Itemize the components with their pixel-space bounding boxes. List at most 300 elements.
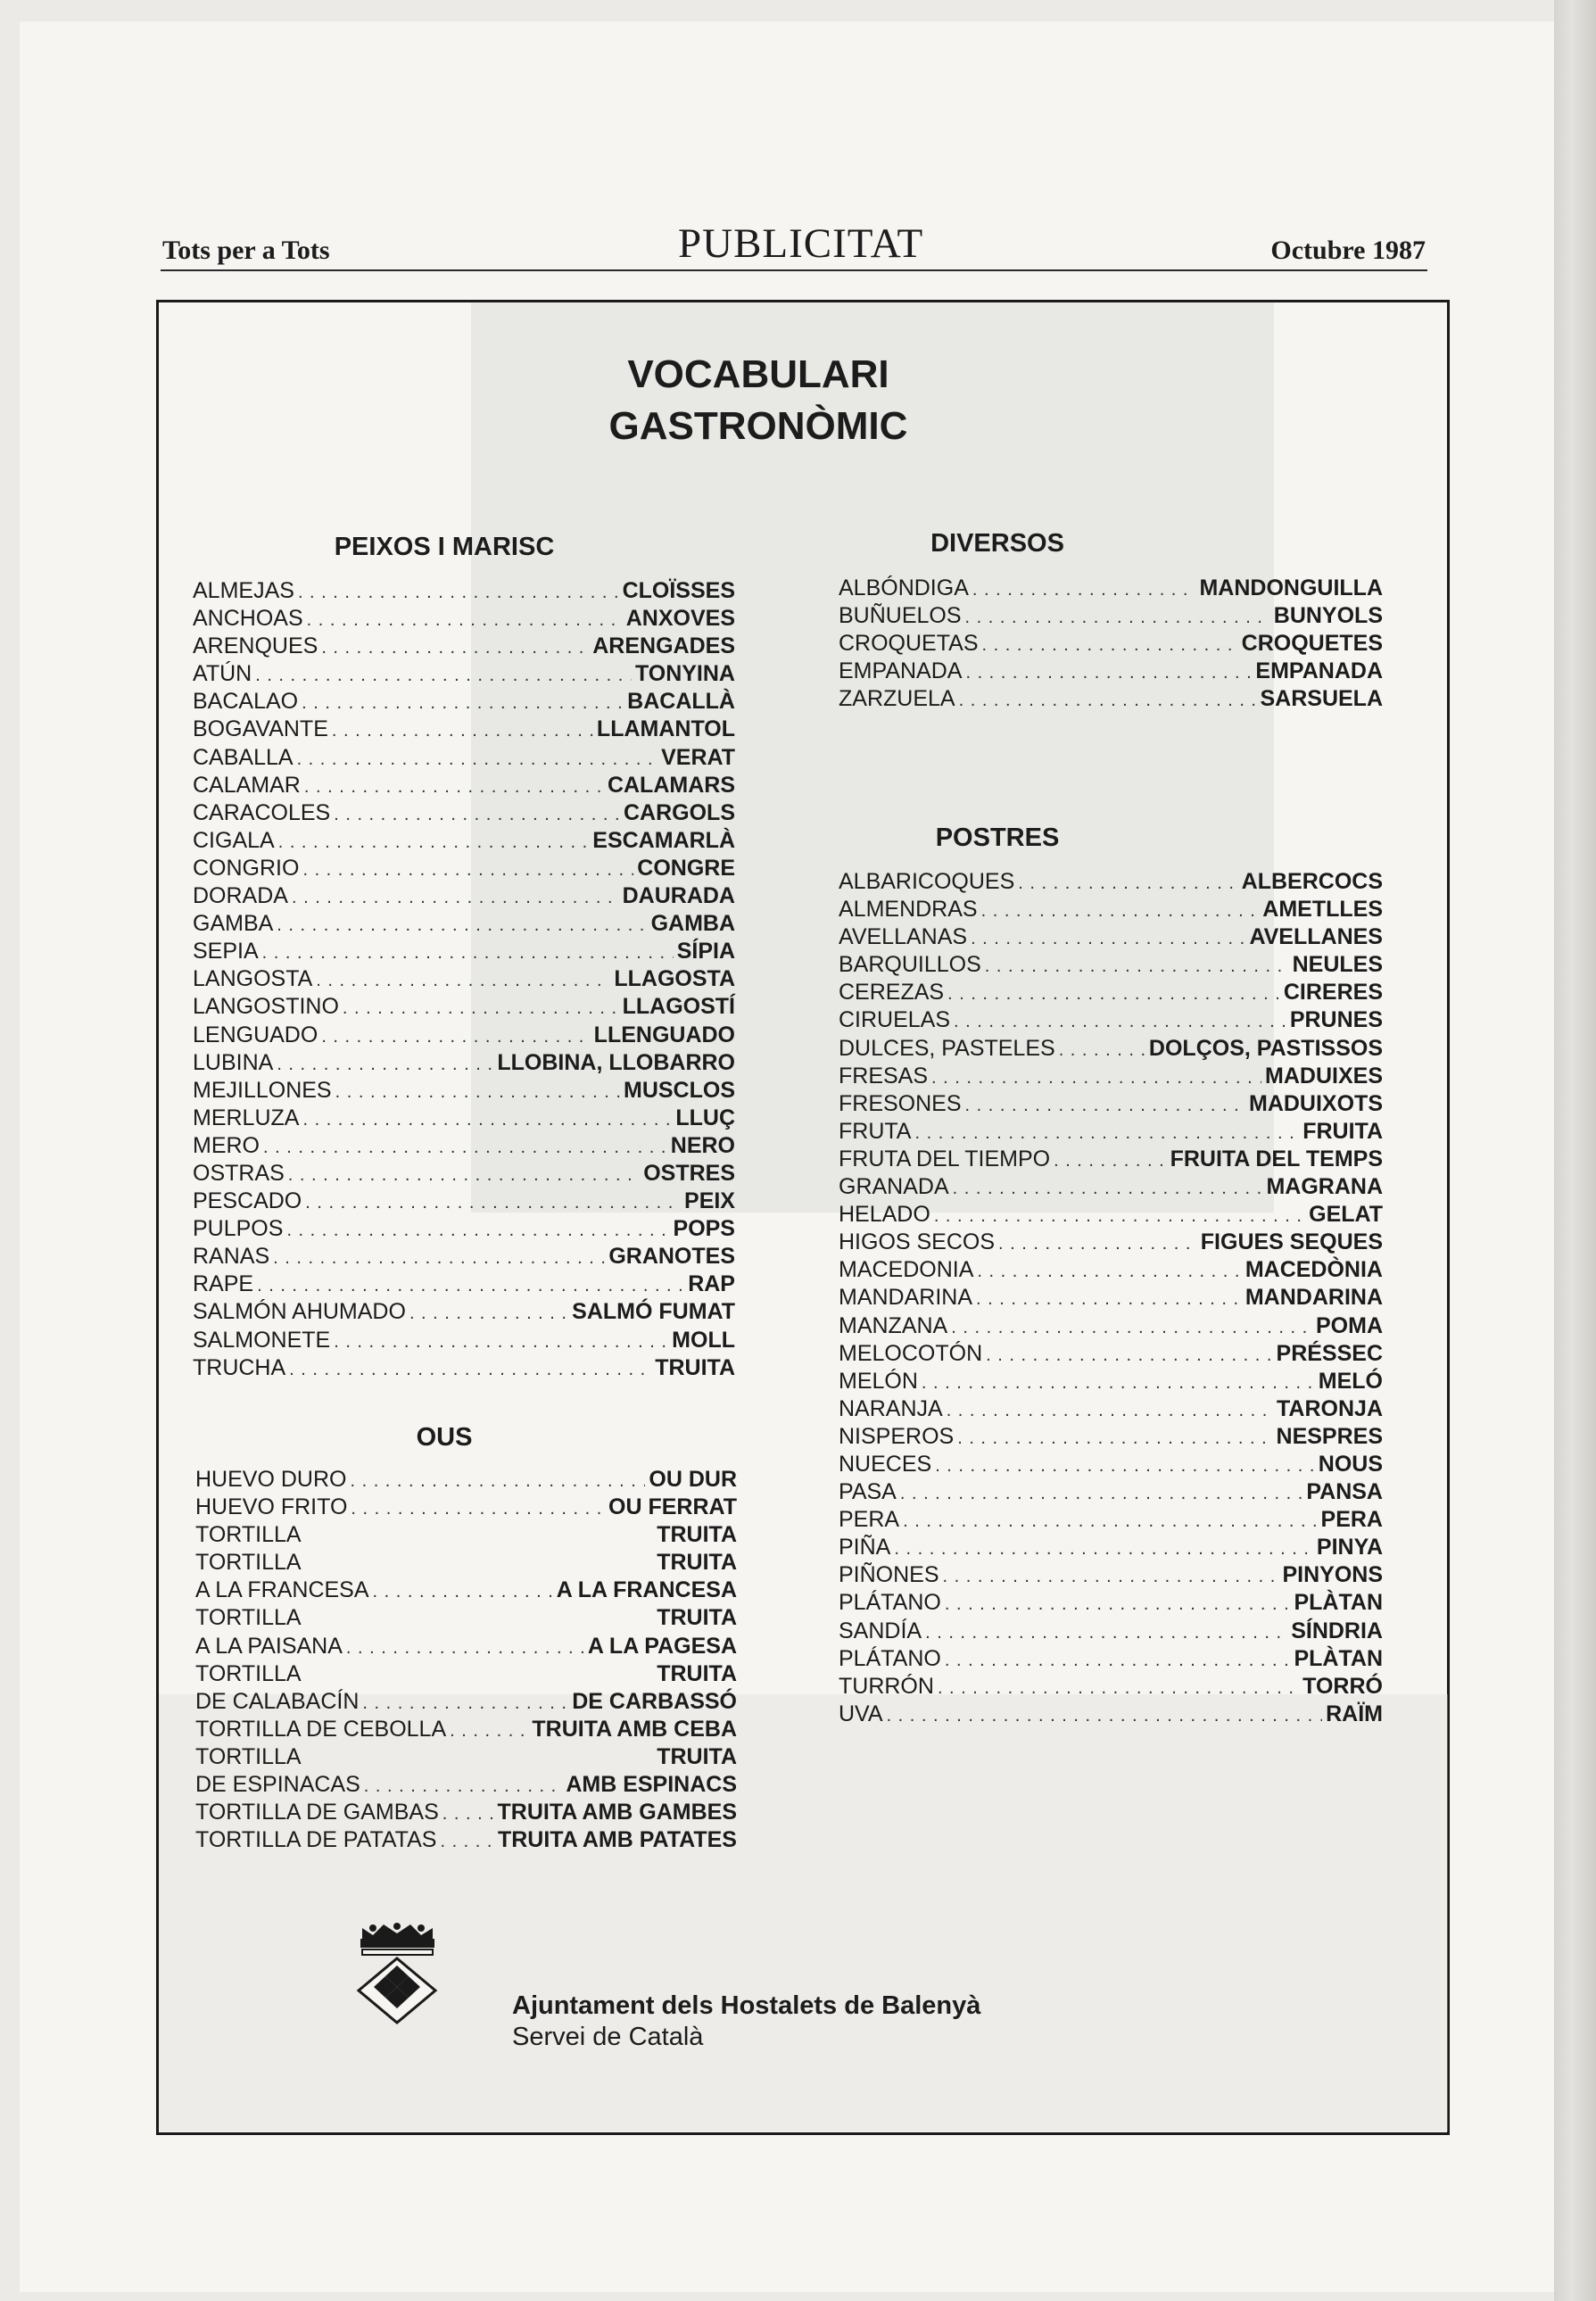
catalan-term: CALAMARS (607, 772, 735, 798)
spanish-term: DULCES, PASTELES (839, 1035, 1055, 1061)
spanish-term: LANGOSTA (193, 966, 313, 992)
dot-leader (965, 659, 1252, 687)
vocab-entry (193, 744, 735, 772)
spanish-term: PIÑA (839, 1535, 891, 1560)
vocab-entry (839, 896, 1383, 923)
spanish-term: EMPANADA (839, 658, 963, 684)
catalan-term: PLÀTAN (1294, 1590, 1383, 1616)
dot-leader (298, 579, 619, 607)
catalan-term: MELÓ (1318, 1368, 1383, 1394)
catalan-term: BUNYOLS (1273, 603, 1383, 629)
catalan-term: GAMBA (650, 911, 735, 937)
spanish-term: ALMENDRAS (839, 897, 978, 923)
vocab-entry (839, 868, 1383, 896)
spanish-term: HUEVO DURO (195, 1467, 347, 1492)
vocab-entry (839, 1146, 1383, 1173)
spanish-term: BOGAVANTE (193, 716, 328, 742)
dot-leader (321, 634, 589, 662)
dot-leader (965, 1092, 1245, 1120)
catalan-term: ESCAMARLÀ (592, 827, 735, 853)
vocab-entry (839, 1006, 1383, 1034)
spanish-term: SANDÍA (839, 1618, 922, 1643)
list-postres (839, 868, 1383, 1728)
catalan-term: AVELLANES (1249, 924, 1383, 950)
vocab-entry (193, 965, 735, 993)
organization-name: Ajuntament dels Hostalets de Balenyà (512, 1991, 981, 2020)
spanish-term: BACALAO (193, 689, 299, 715)
vocab-entry (839, 1063, 1383, 1090)
dot-leader (945, 1647, 1291, 1675)
dot-leader (277, 912, 647, 939)
dot-leader (947, 1397, 1273, 1425)
vocab-entry (839, 1589, 1383, 1617)
catalan-term: OU FERRAT (608, 1494, 737, 1520)
dot-leader (1059, 1037, 1145, 1064)
vocab-entry (839, 1035, 1383, 1063)
spanish-term: ALMEJAS (193, 578, 294, 603)
catalan-term: CIRERES (1283, 980, 1383, 1006)
spanish-term: NISPEROS (839, 1423, 955, 1449)
catalan-term: TRUITA (657, 1550, 737, 1576)
spanish-term: ALBARICOQUES (839, 869, 1015, 894)
spanish-term: CALAMAR (193, 772, 301, 798)
vocab-entry (193, 1243, 735, 1271)
dot-leader (972, 576, 1196, 604)
section-heading-peixos: PEIXOS I MARISC (334, 533, 555, 561)
dot-leader (289, 1356, 651, 1384)
catalan-term: MANDONGUILLA (1199, 575, 1383, 600)
dot-leader (986, 1342, 1272, 1370)
catalan-term: LLAMANTOL (596, 716, 735, 742)
spanish-term: TORTILLA DE PATATAS (195, 1827, 437, 1853)
spanish-term: ZARZUELA (839, 686, 955, 712)
catalan-term: MAGRANA (1266, 1174, 1383, 1200)
dot-leader (935, 1453, 1315, 1480)
vocab-entry (193, 1271, 735, 1298)
vocab-entry (839, 1229, 1383, 1256)
catalan-term: PANSA (1306, 1479, 1383, 1505)
catalan-term: SÍPIA (676, 939, 735, 964)
dot-leader (335, 1079, 620, 1106)
dot-leader (262, 939, 674, 967)
spanish-term: MANZANA (839, 1312, 948, 1338)
vocab-entry (195, 1716, 737, 1743)
dot-leader (307, 607, 623, 634)
catalan-term: TRUITA (657, 1522, 737, 1548)
publication-name: Tots per a Tots (162, 236, 330, 265)
catalan-term: MOLL (672, 1327, 735, 1353)
vocab-entry (193, 1077, 735, 1105)
catalan-term: SALMÓ FUMAT (572, 1299, 735, 1325)
vocab-entry (839, 1645, 1383, 1673)
dot-leader (346, 1635, 584, 1662)
vocab-entry (195, 1771, 737, 1799)
vocab-entry (193, 772, 735, 799)
catalan-term: NOUS (1318, 1451, 1383, 1477)
spanish-term: DE ESPINACAS (195, 1772, 360, 1798)
catalan-term: OU DUR (649, 1467, 737, 1492)
vocab-entry (839, 1451, 1383, 1478)
spanish-term: PERA (839, 1507, 900, 1533)
catalan-term: EMPANADA (1255, 658, 1383, 684)
spanish-term: ARENQUES (193, 633, 318, 659)
vocab-entry (193, 633, 735, 660)
vocab-entry (839, 1118, 1383, 1146)
dot-leader (903, 1508, 1317, 1535)
vocab-entry (839, 685, 1383, 713)
dot-leader (1054, 1147, 1166, 1175)
catalan-term: CARGOLS (624, 799, 735, 825)
vocab-entry (195, 1743, 737, 1771)
organization-service: Servei de Català (512, 2023, 704, 2051)
spanish-term: TORTILLA DE CEBOLLA (195, 1716, 447, 1742)
dot-leader (257, 1272, 684, 1300)
spanish-term: SEPIA (193, 939, 259, 964)
dot-leader (894, 1535, 1313, 1563)
dot-leader (954, 1008, 1286, 1036)
list-diversos (839, 575, 1383, 713)
catalan-term: ALBERCOCS (1241, 869, 1383, 894)
dot-leader (440, 1828, 494, 1856)
section-heading-ous: OUS (416, 1423, 473, 1452)
spanish-term: NARANJA (839, 1395, 943, 1421)
spanish-term: TORTILLA (195, 1522, 302, 1548)
spanish-term: A LA PAISANA (195, 1633, 343, 1659)
spanish-term: CONGRIO (193, 855, 300, 881)
dot-leader (965, 604, 1270, 632)
dot-leader (263, 1134, 667, 1162)
spanish-term: TORTILLA (195, 1660, 302, 1686)
spanish-term: TORTILLA (195, 1605, 302, 1631)
spanish-term: UVA (839, 1701, 883, 1726)
dot-leader (278, 829, 590, 857)
spanish-term: MERO (193, 1132, 260, 1158)
title-line-2: GASTRONÒMIC (608, 404, 908, 448)
vocab-entry (839, 1201, 1383, 1229)
spanish-term: DE CALABACÍN (195, 1688, 360, 1714)
dot-leader (334, 801, 620, 829)
vocab-entry (839, 1312, 1383, 1340)
vocab-entry (839, 1618, 1383, 1645)
catalan-term: PRÉSSEC (1276, 1340, 1383, 1366)
spanish-term: PESCADO (193, 1188, 302, 1214)
catalan-term: PEIX (684, 1188, 735, 1214)
catalan-term: LLENGUADO (593, 1022, 735, 1047)
dot-leader (957, 1425, 1272, 1453)
dot-leader (288, 1162, 640, 1189)
dot-leader (351, 1495, 605, 1523)
catalan-term: RAP (688, 1271, 735, 1297)
spanish-term: PLÁTANO (839, 1590, 941, 1616)
spanish-term: GRANADA (839, 1174, 949, 1200)
dot-leader (976, 1286, 1242, 1313)
spanish-term: LANGOSTINO (193, 994, 339, 1020)
spanish-term: MERLUZA (193, 1105, 300, 1130)
vocab-entry (193, 1188, 735, 1215)
catalan-term: NEULES (1292, 952, 1383, 978)
catalan-term: MUSCLOS (624, 1077, 735, 1103)
spanish-term: MANDARINA (839, 1285, 973, 1311)
spanish-term: CIRUELAS (839, 1007, 951, 1033)
dot-leader (255, 662, 632, 690)
dot-leader (316, 967, 610, 995)
dot-leader (362, 1690, 568, 1717)
vocab-entry (839, 1478, 1383, 1506)
spanish-term: TORTILLA (195, 1550, 302, 1576)
spanish-term: NUECES (839, 1451, 932, 1477)
vocab-entry (193, 716, 735, 743)
list-ous (195, 1466, 737, 1854)
organization-block (512, 1990, 980, 2052)
spanish-term: PASA (839, 1479, 897, 1505)
vocab-entry (193, 938, 735, 965)
vocab-entry (193, 1105, 735, 1132)
spanish-term: CIGALA (193, 827, 275, 853)
spanish-term: CARACOLES (193, 799, 331, 825)
vocab-entry (193, 1327, 735, 1354)
catalan-term: FRUITA (1302, 1118, 1383, 1144)
section-title: PUBLICITAT (678, 220, 924, 267)
spanish-term: HUEVO FRITO (195, 1494, 348, 1520)
spanish-term: OSTRAS (193, 1160, 285, 1186)
dot-leader (442, 1800, 494, 1828)
dot-leader (364, 1773, 563, 1800)
vocab-entry (839, 1395, 1383, 1423)
vocab-entry (839, 1423, 1383, 1451)
dot-leader (925, 1619, 1287, 1647)
catalan-term: PINYONS (1282, 1562, 1383, 1588)
dot-leader (277, 1051, 493, 1079)
catalan-term: TRUITA AMB CEBA (532, 1716, 737, 1742)
spanish-term: AVELLANAS (839, 924, 968, 950)
spanish-term: TORTILLA DE GAMBAS (195, 1800, 439, 1825)
catalan-term: BACALLÀ (627, 689, 735, 715)
vocab-entry (193, 882, 735, 910)
spanish-term: CEREZAS (839, 980, 945, 1006)
vocab-entry (193, 855, 735, 882)
spanish-term: HELADO (839, 1202, 930, 1228)
spanish-term: MELOCOTÓN (839, 1340, 983, 1366)
dot-leader (350, 1468, 645, 1495)
list-peixos (193, 577, 735, 1382)
catalan-term: NESPRES (1276, 1423, 1383, 1449)
spanish-term: PULPOS (193, 1216, 284, 1242)
vocab-entry (193, 688, 735, 716)
dot-leader (985, 953, 1289, 981)
spanish-term: HIGOS SECOS (839, 1229, 996, 1255)
vocab-entry (193, 1354, 735, 1382)
catalan-term: TARONJA (1277, 1395, 1383, 1421)
dot-leader (273, 1245, 605, 1272)
spanish-term: PLÁTANO (839, 1645, 941, 1671)
spanish-term: GAMBA (193, 911, 274, 937)
spanish-term: BARQUILLOS (839, 952, 981, 978)
vocab-entry (839, 658, 1383, 685)
catalan-term: LLOBINA, LLOBARRO (497, 1049, 735, 1075)
catalan-term: PLÀTAN (1294, 1645, 1383, 1671)
spanish-term: MEJILLONES (193, 1077, 332, 1103)
catalan-term: NERO (670, 1132, 735, 1158)
vocab-entry (195, 1799, 737, 1826)
spanish-term: FRUTA DEL TIEMPO (839, 1146, 1051, 1171)
vocab-entry (839, 979, 1383, 1006)
dot-leader (302, 1106, 672, 1134)
vocab-entry (839, 1701, 1383, 1728)
dot-leader (286, 1217, 669, 1245)
spanish-term: TURRÓN (839, 1673, 934, 1699)
dot-leader (304, 774, 604, 801)
dot-leader (914, 1120, 1299, 1147)
catalan-term: FIGUES SEQUES (1200, 1229, 1383, 1255)
vocab-entry (839, 923, 1383, 951)
vocab-entry (193, 1160, 735, 1188)
spanish-term: RANAS (193, 1244, 270, 1270)
spanish-term: CROQUETAS (839, 631, 979, 657)
spanish-term: LENGUADO (193, 1022, 318, 1047)
spanish-term: TORTILLA (195, 1743, 302, 1769)
dot-leader (947, 981, 1280, 1008)
vocab-entry (839, 1561, 1383, 1589)
dot-leader (302, 857, 633, 884)
vocab-entry (195, 1688, 737, 1716)
catalan-term: RAÏM (1326, 1701, 1383, 1726)
catalan-term: MANDARINA (1245, 1285, 1383, 1311)
catalan-term: SÍNDRIA (1291, 1618, 1383, 1643)
catalan-term: VERAT (661, 744, 735, 770)
spanish-term: FRESONES (839, 1090, 962, 1116)
vocab-entry (839, 951, 1383, 979)
catalan-term: OSTRES (643, 1160, 735, 1186)
dot-leader (373, 1578, 553, 1606)
catalan-term: GRANOTES (608, 1244, 735, 1270)
spanish-term: PIÑONES (839, 1562, 939, 1588)
catalan-term: A LA FRANCESA (556, 1577, 737, 1603)
spanish-term: CABALLA (193, 744, 294, 770)
dot-leader (334, 1328, 668, 1356)
catalan-term: POMA (1316, 1312, 1383, 1338)
vocab-entry (193, 910, 735, 938)
catalan-term: AMETLLES (1262, 897, 1383, 923)
municipal-crest-icon (355, 1923, 440, 2025)
vocab-entry (195, 1549, 737, 1577)
catalan-term: LLAGOSTÍ (622, 994, 735, 1020)
vocab-entry (839, 630, 1383, 658)
spanish-term: RAPE (193, 1271, 254, 1297)
spanish-term: ANCHOAS (193, 606, 303, 632)
issue-date: Octubre 1987 (1270, 236, 1426, 265)
dot-leader (292, 884, 619, 912)
catalan-term: CONGRE (637, 855, 735, 881)
catalan-term: AMB ESPINACS (566, 1772, 737, 1798)
dot-leader (409, 1300, 568, 1328)
vocab-entry (193, 577, 735, 605)
catalan-term: TRUITA AMB GAMBES (497, 1800, 737, 1825)
catalan-term: TRUITA (655, 1354, 735, 1380)
vocab-entry (195, 1577, 737, 1604)
dot-leader (332, 717, 593, 745)
spanish-term: ALBÓNDIGA (839, 575, 969, 600)
vocab-entry (193, 799, 735, 827)
catalan-term: LLUÇ (675, 1105, 735, 1130)
dot-leader (450, 1717, 528, 1745)
dot-leader (971, 925, 1245, 953)
spanish-term: MACEDONIA (839, 1257, 974, 1283)
section-heading-postres: POSTRES (935, 824, 1060, 852)
catalan-term: DAURADA (622, 883, 735, 909)
dot-leader (321, 1023, 590, 1051)
catalan-term: FRUITA DEL TEMPS (1170, 1146, 1383, 1171)
catalan-term: CLOÏSSES (622, 578, 735, 603)
dot-leader (951, 1314, 1312, 1342)
vocab-entry (839, 1256, 1383, 1284)
spanish-term: SALMONETE (193, 1327, 331, 1353)
vocab-entry (839, 1534, 1383, 1561)
catalan-term: TRUITA AMB PATATES (497, 1827, 737, 1853)
dot-leader (982, 632, 1238, 659)
catalan-term: CROQUETES (1241, 631, 1383, 657)
spanish-term: BUÑUELOS (839, 603, 962, 629)
catalan-term: TONYINA (634, 661, 735, 687)
vocab-entry (193, 1132, 735, 1160)
catalan-term: ARENGADES (592, 633, 735, 659)
vocab-entry (193, 1298, 735, 1326)
vocab-entry (839, 1506, 1383, 1534)
vocab-entry (193, 1049, 735, 1077)
catalan-term: PERA (1320, 1507, 1383, 1533)
page-edge (1554, 0, 1596, 2301)
dot-leader (922, 1370, 1315, 1397)
spanish-term: MELÓN (839, 1368, 918, 1394)
spanish-term: TRUCHA (193, 1354, 286, 1380)
vocab-entry (193, 827, 735, 855)
catalan-term: MADUIXES (1265, 1063, 1383, 1088)
vocab-entry (195, 1604, 737, 1632)
vocab-entry (839, 575, 1383, 602)
vocab-entry (839, 1673, 1383, 1701)
section-heading-diversos: DIVERSOS (930, 529, 1064, 558)
catalan-term: TRUITA (657, 1660, 737, 1686)
catalan-term: DE CARBASSÓ (572, 1688, 737, 1714)
catalan-term: TRUITA (657, 1605, 737, 1631)
catalan-term: A LA PAGESA (587, 1633, 737, 1659)
dot-leader (887, 1702, 1323, 1730)
vocabulary-frame (156, 300, 1450, 2135)
dot-leader (1018, 870, 1237, 898)
catalan-term: LLAGOSTA (614, 966, 735, 992)
dot-leader (945, 1591, 1291, 1618)
catalan-term: SARSUELA (1260, 686, 1383, 712)
catalan-term: TORRÓ (1302, 1673, 1383, 1699)
dot-leader (934, 1203, 1305, 1230)
dot-leader (343, 995, 619, 1022)
dot-leader (943, 1563, 1279, 1591)
page-header (161, 211, 1427, 271)
catalan-term: PRUNES (1289, 1007, 1383, 1033)
vocab-entry (839, 1090, 1383, 1118)
vocab-entry (839, 1284, 1383, 1312)
dot-leader (297, 746, 658, 774)
dot-leader (981, 898, 1260, 925)
vocab-entry (193, 993, 735, 1021)
vocab-entry (193, 605, 735, 633)
catalan-term: DOLÇOS, PASTISSOS (1148, 1035, 1383, 1061)
vocab-entry (195, 1633, 737, 1660)
vocab-entry (839, 602, 1383, 630)
vocab-entry (195, 1521, 737, 1549)
catalan-term: MADUIXOTS (1249, 1090, 1383, 1116)
spanish-term: DORADA (193, 883, 288, 909)
catalan-term: MACEDÒNIA (1245, 1257, 1383, 1283)
